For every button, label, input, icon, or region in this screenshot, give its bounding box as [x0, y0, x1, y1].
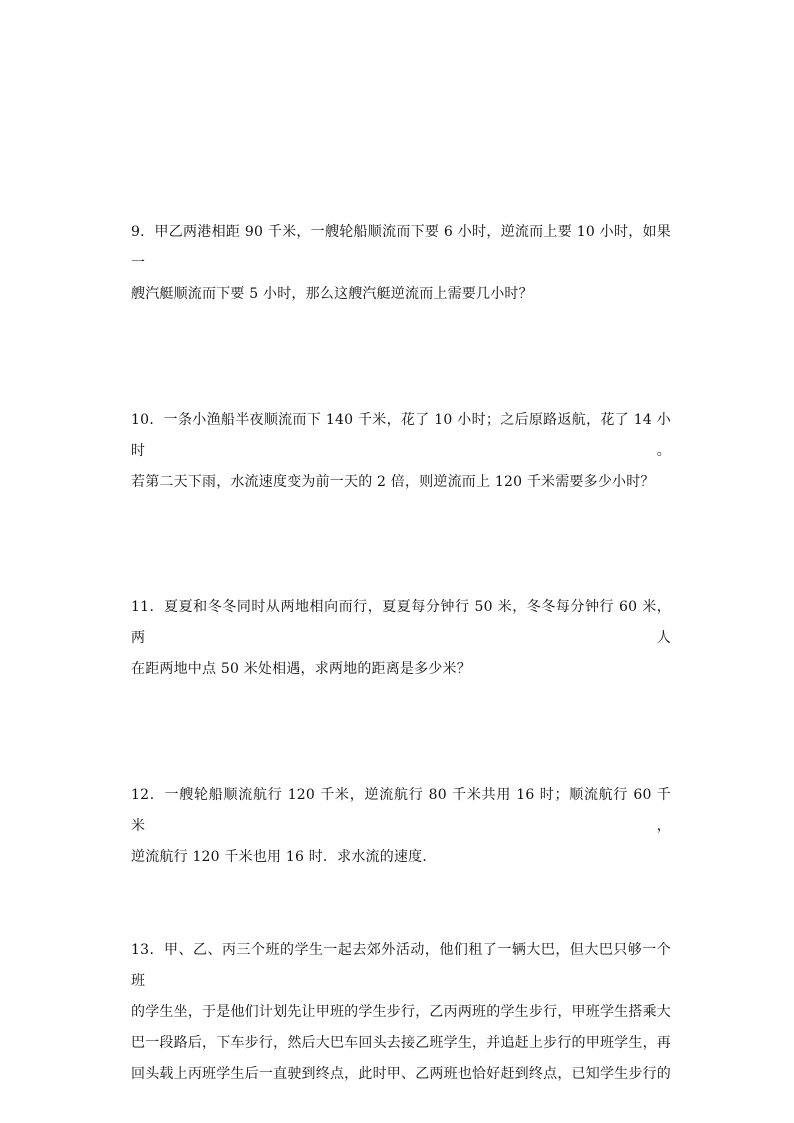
question-10-line-2: 若第二天下雨，水流速度变为前一天的 2 倍，则逆流而上 120 千米需要多少小时？ [131, 474, 655, 490]
question-13-line-2: 的学生坐，于是他们计划先让甲班的学生步行，乙丙两班的学生步行，甲班学生搭乘大 [131, 1004, 671, 1020]
question-12 [131, 780, 671, 873]
question-11-line-2: 在距两地中点 50 米处相遇，求两地的距离是多少米？ [131, 661, 471, 677]
question-12-line-1: 12．一艘轮船顺流航行 120 千米，逆流航行 80 千米共用 16 时；顺流航行 60 千米， [131, 787, 671, 834]
question-11 [131, 592, 671, 685]
question-13-line-4: 回头载上丙班学生后一直驶到终点，此时甲、乙两班也恰好赶到终点，已知学生步行的 [131, 1066, 671, 1082]
question-11-line-1: 11．夏夏和冬冬同时从两地相向而行，夏夏每分钟行 50 米，冬冬每分钟行 60 米，两人 [131, 599, 671, 646]
question-13-line-3: 巴一段路后，下车步行，然后大巴车回头去接乙班学生，并追赶上步行的甲班学生，再 [131, 1035, 671, 1051]
question-9-line-2: 艘汽艇顺流而下要 5 小时，那么这艘汽艇逆流而上需要几小时？ [131, 286, 533, 302]
question-9 [131, 217, 671, 310]
question-12-line-2: 逆流航行 120 千米也用 16 时．求水流的速度． [131, 849, 437, 865]
question-13 [131, 935, 671, 1090]
question-10 [131, 405, 671, 498]
question-13-line-1: 13．甲、乙、丙三个班的学生一起去郊外活动，他们租了一辆大巴，但大巴只够一个班 [131, 942, 671, 989]
question-10-line-1: 10．一条小渔船半夜顺流而下 140 千米，花了 10 小时；之后原路返航，花了 14 小时。 [131, 412, 671, 459]
question-9-line-1: 9．甲乙两港相距 90 千米，一艘轮船顺流而下要 6 小时，逆流而上要 10 小时，如果一 [131, 224, 671, 271]
